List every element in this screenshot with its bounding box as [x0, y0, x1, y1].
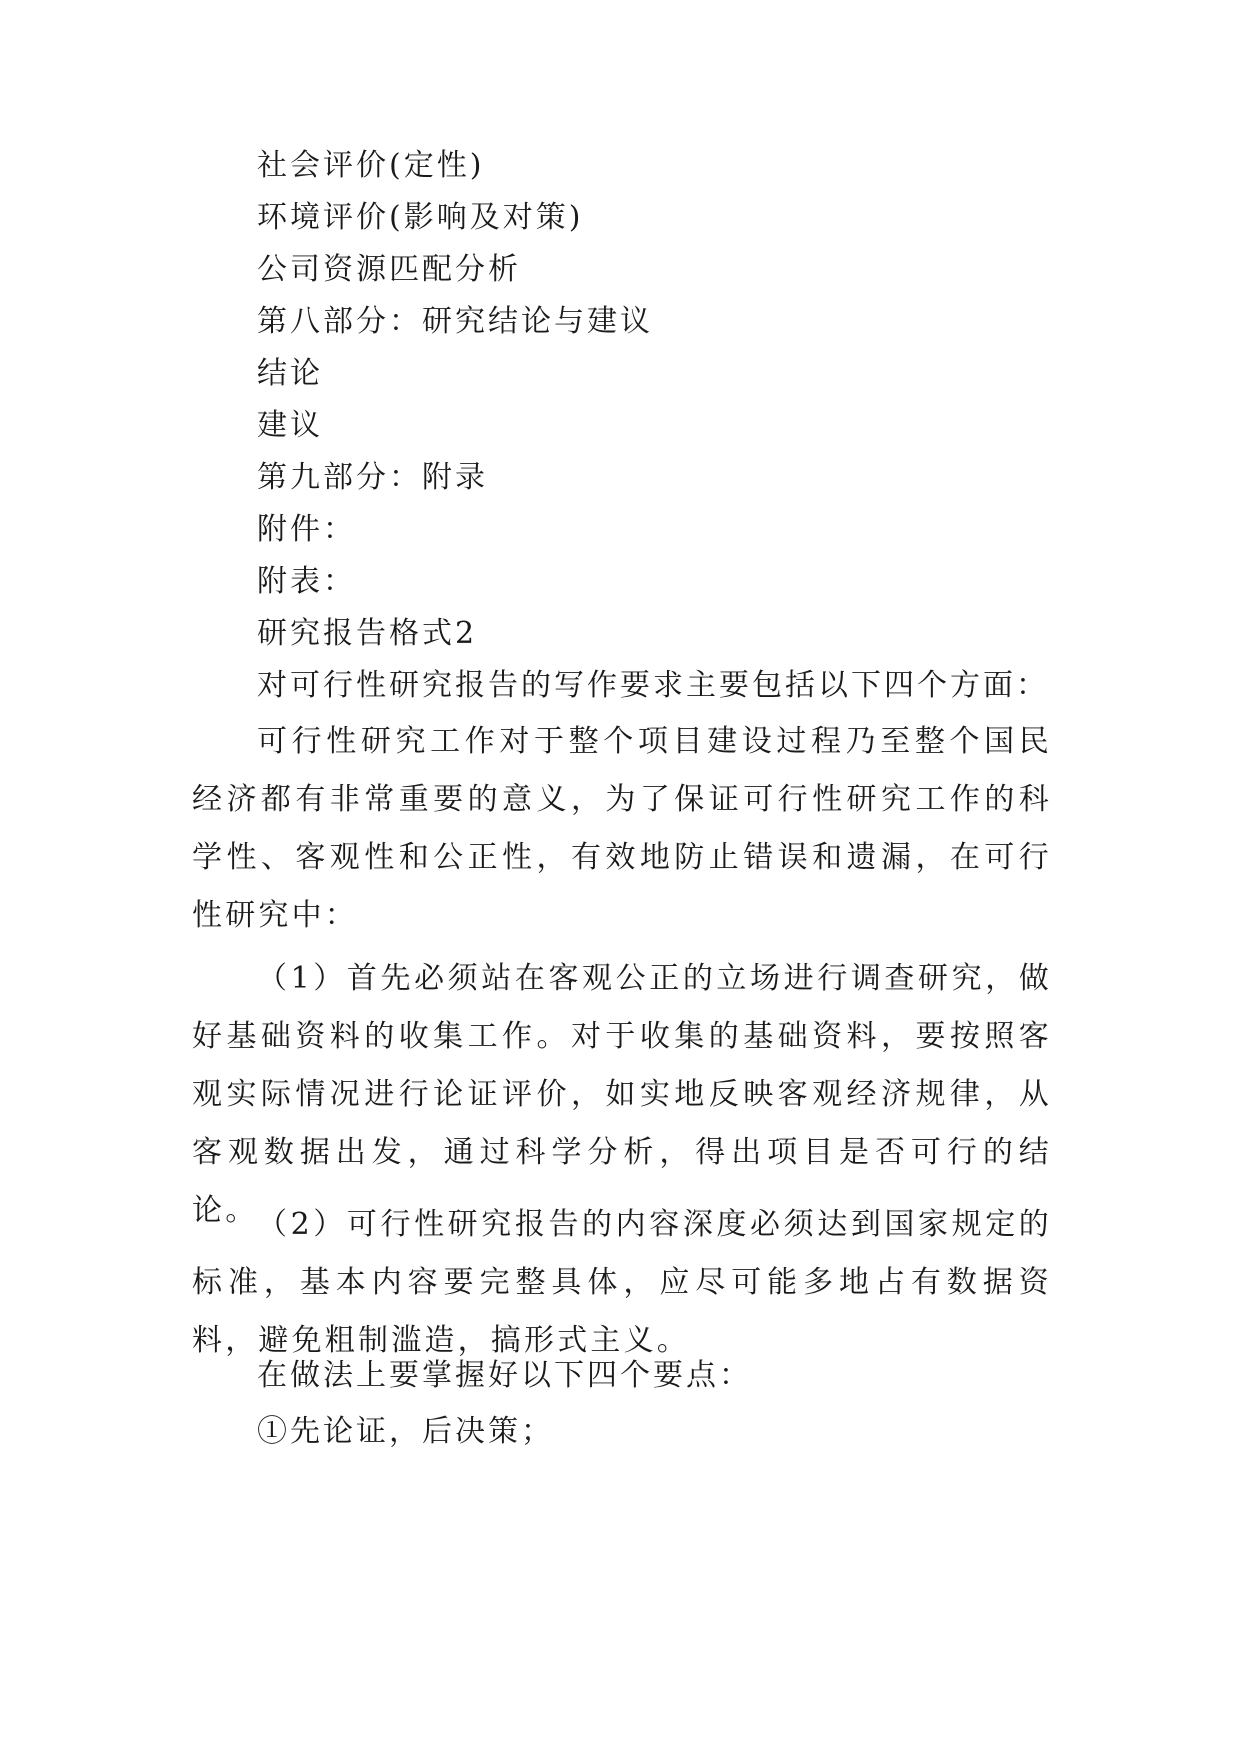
- section-heading-part-8: 第八部分：研究结论与建议: [257, 304, 653, 339]
- points-intro-text: 在做法上要掌握好以下四个要点：: [257, 1358, 752, 1393]
- line-appendix-tables: 附表：: [257, 564, 356, 599]
- intro-text: 对可行性研究报告的写作要求主要包括以下四个方面：: [257, 668, 1049, 703]
- line-attachments: 附件：: [257, 512, 356, 547]
- line-resource-matching: 公司资源匹配分析: [257, 252, 521, 287]
- line-suggestion: 建议: [257, 408, 323, 443]
- point-item-1: ①先论证，后决策；: [257, 1414, 554, 1449]
- section-heading-part-9: 第九部分：附录: [257, 460, 488, 495]
- line-report-format-2: 研究报告格式2: [257, 616, 478, 651]
- line-conclusion: 结论: [257, 356, 323, 391]
- paragraph-point-1: （1）首先必须站在客观公正的立场进行调查研究，做好基础资料的收集工作。对于收集的基础资料，要按照客观实际情况进行论证评价，如实地反映客观经济规律，从客观数据出发，通过科学分析，得出项目是否可行的结论。: [192, 961, 1052, 1228]
- line-environment-evaluation: 环境评价(影响及对策): [257, 200, 584, 235]
- paragraph-feasibility-importance: 可行性研究工作对于整个项目建设过程乃至整个国民经济都有非常重要的意义，为了保证可行性研究工作的科学性、客观性和公正性，有效地防止错误和遗漏，在可行性研究中：: [192, 724, 1052, 933]
- line-social-evaluation: 社会评价(定性): [257, 148, 485, 183]
- paragraph-point-2: （2）可行性研究报告的内容深度必须达到国家规定的标准，基本内容要完整具体，应尽可能多地占有数据资料，避免粗制滥造，搞形式主义。: [192, 1207, 1052, 1358]
